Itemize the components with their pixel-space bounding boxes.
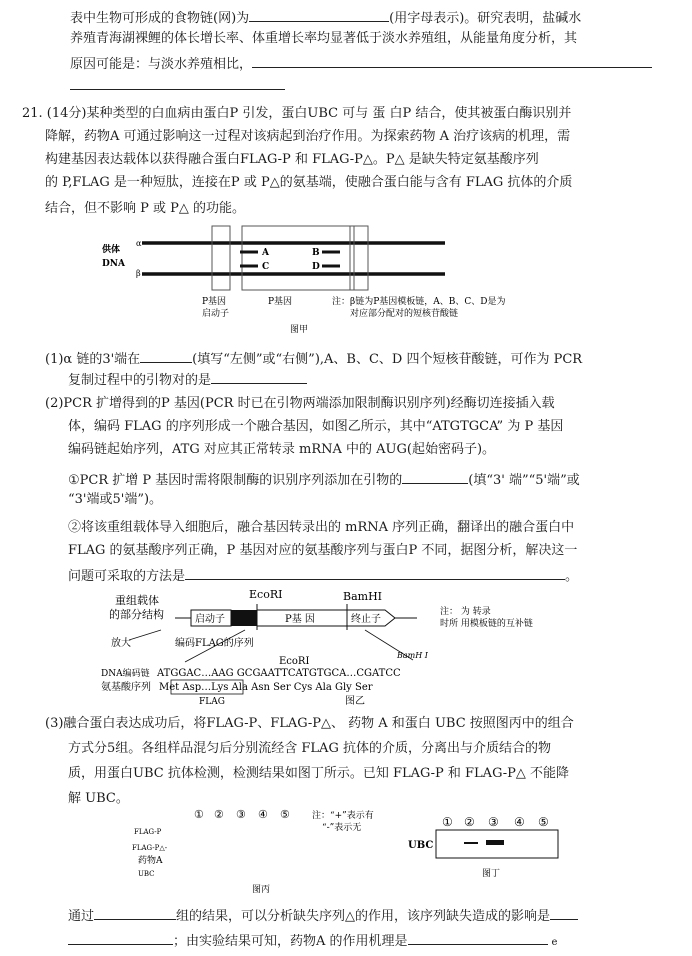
- ding-col-4: ④: [514, 815, 525, 829]
- bing-note-2: “-”表示无: [322, 823, 362, 833]
- q2-line-1: (2)PCR 扩增得到的P 基因(PCR 时已在引物两端添加限制酶识别序列)经酶切连接插入载: [45, 396, 555, 411]
- fig-yi-bamhi-2: BamH I: [397, 651, 428, 660]
- q2-s1-line-2: “3'端或5'端”)。: [68, 492, 163, 507]
- q3-line-4: 解 UBC。: [68, 791, 129, 806]
- ding-band-3: [486, 840, 504, 845]
- fig-yi-note-2: 时所 用模板链的互补链: [440, 619, 533, 629]
- final-text-b: 组的结果，可以分析缺失序列△的作用，该序列缺失造成的影响是: [176, 909, 551, 924]
- q1-text-a: (1)α 链的3'端在: [45, 352, 141, 367]
- bing-col-4: ④: [258, 808, 268, 821]
- fig-yi-caption: 图乙: [345, 696, 365, 707]
- ding-caption: 图丁: [482, 869, 501, 879]
- fig-jia-note-l2: 对应部分配对的短核苷酸链: [350, 309, 459, 319]
- fig-jia-beta: β: [136, 269, 141, 278]
- promoter-box: [212, 226, 230, 290]
- final-end-mark: e: [551, 937, 558, 948]
- q1-text-b: (填写“左侧”或“右侧”),A、B、C、D 四个短核苷酸链，可作为 PCR: [192, 352, 583, 367]
- fig-jia-note-l1: 注：β链为P基因模板链，A、B、C、D是为: [332, 297, 506, 307]
- q2-line-3: 编码链起始序列，ATG 对应其正常转录 mRNA 中的 AUG(起始密码子)。: [68, 442, 496, 457]
- label-d: D: [312, 262, 320, 272]
- fig-yi-amplify: 放大: [111, 638, 131, 649]
- q21-line-3: 构建基因表达载体以获得融合蛋白FLAG-P 和 FLAG-P△。P△ 是缺失特定氨基酸序列: [45, 152, 539, 167]
- q2-s1-text-a: ①PCR 扩增 P 基因时需将限制酶的识别序列添加在引物的: [68, 473, 403, 488]
- answer-blank-deletion-effect-2[interactable]: [68, 931, 173, 945]
- final-text-c: ；由实验结果可知，药物A 的作用机理是: [173, 934, 408, 949]
- fig-yi-ecori-1: EcoRI: [249, 588, 283, 601]
- top-line-3-text: 原因可能是：与淡水养殖相比，: [70, 57, 253, 72]
- q2-s2-line-2: FLAG 的氨基酸序列正确，P 基因对应的氨基酸序列与蛋白P 不同，据图分析，解决这一: [68, 543, 578, 558]
- q2-s2-text: 问题可采取的方法是: [68, 569, 186, 584]
- q2-s2-line-1: ②将该重组载体导入细胞后，融合基因转录出的 mRNA 序列正确，翻译出的融合蛋白中: [68, 520, 575, 535]
- answer-blank-deletion-effect[interactable]: [550, 906, 578, 920]
- q1-line-1: [45, 349, 582, 368]
- figure-jia: [90, 222, 610, 342]
- answer-blank-energy-reason[interactable]: [252, 54, 652, 68]
- fig-yi-dna-label: DNA编码链: [101, 669, 150, 679]
- fig-jia-label-dna: DNA: [102, 259, 126, 269]
- answer-blank-groups[interactable]: [94, 906, 176, 920]
- bing-row-flag-p: FLAG-P: [134, 828, 162, 836]
- final-line-1: [68, 906, 578, 925]
- fig-yi-vec-l2: 的部分结构: [109, 608, 164, 621]
- bing-note-1: 注：“+”表示有: [312, 811, 374, 821]
- q21-line-2: 降解，药物A 可通过影响这一过程对该病起到治疗作用。为探索药物 A 治疗该病的机理，需: [45, 129, 571, 144]
- p-gene-box: [242, 226, 354, 290]
- fig-yi-terminator: 终止子: [351, 614, 381, 625]
- fig-jia-label-gongti: 供体: [102, 245, 121, 255]
- figure-yi: [95, 588, 615, 708]
- fig-jia-promoter-l2: 启动子: [202, 309, 230, 319]
- top-line-1: [70, 8, 581, 27]
- q2-s2-line-3: 问题可采取的方法是 。: [68, 566, 578, 585]
- fig-jia-pgene: P基因: [268, 297, 293, 307]
- ding-row-label: UBC: [408, 840, 434, 851]
- top-line-3: [70, 54, 652, 73]
- bing-row-drug-a: 药物A: [138, 856, 163, 866]
- q2-s1-text-b: (填“3' 端”“5'端”或: [468, 473, 580, 488]
- ding-col-2: ②: [464, 815, 475, 829]
- fig-yi-flag-seq: 编码FLAG的序列: [175, 638, 254, 649]
- fig-jia-caption: 图甲: [290, 325, 309, 335]
- final-text-a: 通过: [68, 909, 95, 924]
- label-c: C: [262, 262, 270, 272]
- fig-jia-alpha: α: [136, 239, 142, 248]
- bing-row-flag-p-delta: FLAG-P△-: [132, 844, 168, 852]
- q3-line-2: 方式分5组。各组样品混匀后分别流经含 FLAG 抗体的介质，分离出与介质结合的物: [68, 741, 551, 756]
- q1-line-2: [68, 370, 307, 389]
- fig-yi-flag-box: FLAG: [199, 697, 225, 707]
- ding-col-1: ①: [442, 815, 453, 829]
- answer-blank-primer-pair[interactable]: [211, 370, 307, 384]
- q21-line-4: 的 P,FLAG 是一种短肽，连接在P 或 P△的氨基端，使融合蛋白能与含有 FLAG 抗体的介质: [45, 175, 573, 190]
- bing-caption: 图丙: [252, 885, 271, 895]
- vec-flag-seq: [231, 610, 257, 626]
- top-line-2: 养殖青海湖裸鲤的体长增长率、体重增长率均显著低于淡水养殖组，从能量角度分析，其: [70, 31, 578, 46]
- q21-line-5: 结合，但不影响 P 或 P△ 的功能。: [45, 201, 246, 216]
- answer-blank-energy-reason-2[interactable]: [70, 89, 285, 90]
- q21-line-1: 21. (14分)某种类型的白血病由蛋白P 引发，蛋白UBC 可与 蛋 白P 结合，使其被蛋白酶识别并: [22, 106, 572, 121]
- fig-yi-dna-seq: ATGGAC…AAG GCGAATTCATGTGCA…CGATCC: [157, 668, 401, 679]
- label-a: A: [262, 248, 269, 258]
- fig-yi-pgene: P基 因: [285, 614, 315, 625]
- final-line-2: [68, 931, 557, 951]
- fig-yi-promoter: 启动子: [195, 614, 225, 625]
- fig-yi-note: 注： 为 转录: [440, 607, 491, 617]
- ding-band-2: [464, 842, 478, 844]
- top-line-1-text-a: 表中生物可形成的食物链(网)为: [70, 11, 250, 26]
- zoom-line-left: [129, 630, 161, 640]
- label-b: B: [312, 248, 320, 258]
- answer-blank-drug-mechanism[interactable]: [408, 931, 548, 945]
- answer-blank-food-chain[interactable]: [249, 8, 389, 22]
- bing-col-5: ⑤: [280, 808, 290, 821]
- figure-ding: [408, 812, 568, 882]
- fig-yi-ecori-2: EcoRI: [279, 656, 310, 667]
- ding-col-5: ⑤: [538, 815, 549, 829]
- bing-col-3: ③: [236, 808, 246, 821]
- ding-col-3: ③: [488, 815, 499, 829]
- bing-row-ubc: UBC: [138, 870, 155, 878]
- q3-line-1: (3)融合蛋白表达成功后，将FLAG-P、FLAG-P△、 药物 A 和蛋白 UBC 按照图丙中的组合: [45, 716, 574, 731]
- figure-bing: [130, 806, 410, 898]
- fig-yi-vec-l1: 重组载体: [115, 594, 159, 607]
- right-end-box: [350, 226, 368, 290]
- bing-col-2: ②: [214, 808, 224, 821]
- top-line-1-text-b: (用字母表示)。研究表明，盐碱水: [389, 11, 582, 26]
- q3-line-3: 质，用蛋白UBC 抗体检测，检测结果如图丁所示。已知 FLAG-P 和 FLAG-P△ 不能降: [68, 766, 569, 781]
- answer-blank-alpha-3end[interactable]: [140, 349, 192, 363]
- q2-line-2: 体，编码 FLAG 的序列形成一个融合基因，如图乙所示，其中“ATGTGCA” 为 P 基因: [68, 419, 564, 434]
- fig-yi-aa-seq: Met Asp…Lys Ala Asn Ser Cys Ala Gly Ser: [159, 682, 373, 693]
- fig-yi-aa-label: 氨基酸序列: [101, 682, 151, 693]
- fig-jia-promoter-l1: P基因: [202, 297, 227, 307]
- q2-s1-line-1: [68, 470, 580, 489]
- q1-text-c: 复制过程中的引物对的是: [68, 373, 212, 388]
- answer-blank-solution-method[interactable]: [185, 566, 565, 580]
- answer-blank-primer-end[interactable]: [402, 470, 468, 484]
- fig-yi-bamhi-1: BamHI: [343, 590, 383, 603]
- bing-col-1: ①: [194, 808, 204, 821]
